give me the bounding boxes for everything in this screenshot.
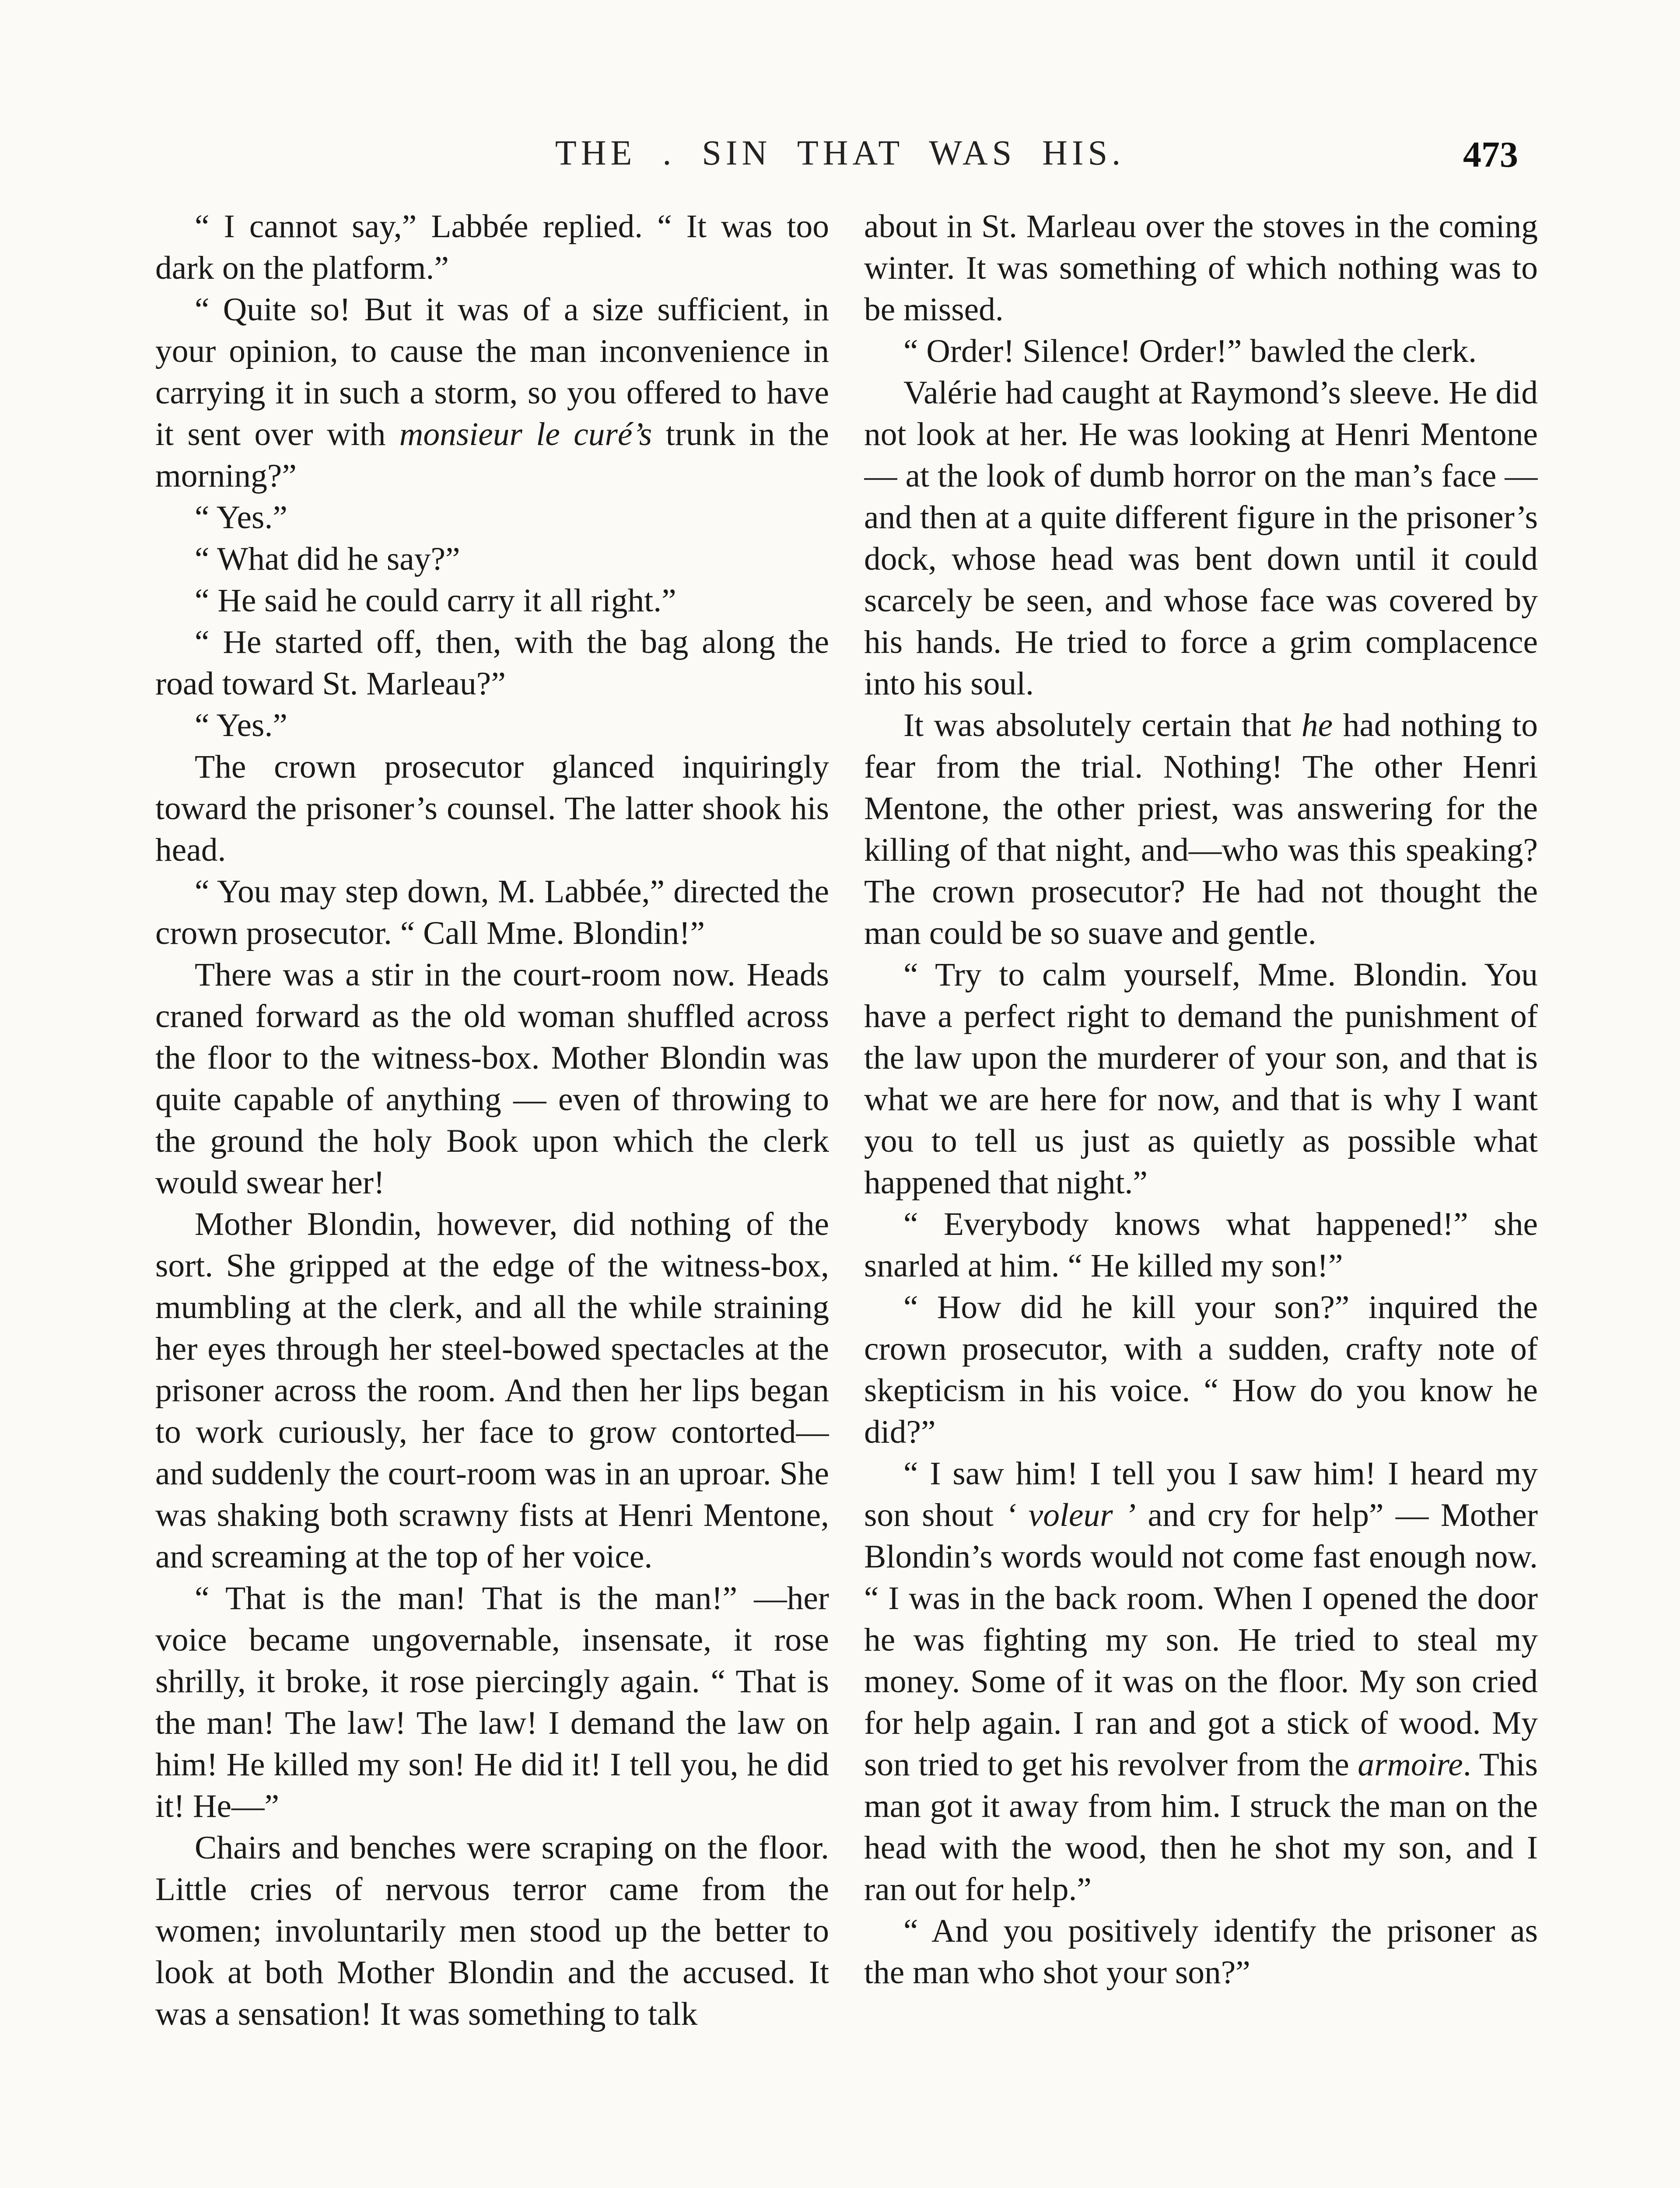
text-run: “ I cannot say,” Labbée replied. “ It was too dark on the platform.”	[155, 208, 829, 286]
paragraph	[864, 330, 1538, 372]
paragraph	[155, 580, 829, 621]
paragraph	[155, 1203, 829, 1578]
text-run: “ And you positively identify the prisoner as the man who shot your son?”	[864, 1913, 1538, 1991]
paragraph	[864, 1910, 1538, 1993]
text-run: “ Yes.”	[195, 499, 287, 536]
italic-text: he	[1301, 707, 1333, 743]
italic-text: monsieur le curé’s	[399, 416, 652, 452]
running-title: THE . SIN THAT WAS HIS.	[555, 134, 1125, 172]
text-run: trunk in the morning?”	[155, 416, 829, 494]
paragraph	[155, 621, 829, 705]
text-run: “ Everybody knows what happened!” she snarled at him. “ He killed my son!”	[864, 1206, 1538, 1284]
text-run: It was absolutely certain that	[903, 707, 1302, 743]
text-run: “ Order! Silence! Order!” bawled the clerk.	[903, 333, 1477, 369]
text-run: “ Yes.”	[195, 707, 287, 743]
text-run: Chairs and benches were scraping on the floor. Little cries of nervous terror came from the women; involuntarily men stood up the better to look at both Mother Blondin and the accused. It was a sensation! It was something to talk	[155, 1830, 829, 2032]
text-run: and cry for help” — Mother Blondin’s words would not come fast enough now. “ I was in the back room. When I opened the door he was fighting my son. He tried to steal my money. Some of it was on the floor. My son cried for help again. I ran and got a stick of wood. My son tried to get his revolver from the	[864, 1497, 1538, 1783]
text-run: “ What did he say?”	[195, 541, 460, 577]
paragraph	[155, 746, 829, 871]
text-run: “ That is the man! That is the man!” —her voice became ungovernable, insensate, it rose shrilly, it broke, it rose piercingly again. “ That is the man! The law! The law! I demand the law on him! He killed my son! He did it! I tell you, he did it! He—”	[155, 1580, 829, 1824]
text-run: “ I saw him! I tell you I saw him! I heard my son shout	[864, 1455, 1538, 1533]
paragraph	[155, 289, 829, 497]
paragraph	[864, 1287, 1538, 1453]
left-text-column	[155, 206, 829, 2188]
paragraph	[155, 1578, 829, 1827]
text-run: “ You may step down, M. Labbée,” directed the crown prosecutor. “ Call Mme. Blondin!”	[155, 873, 829, 951]
italic-text: armoire	[1358, 1746, 1463, 1783]
paragraph	[155, 1827, 829, 2035]
text-run: about in St. Marleau over the stoves in the coming winter. It was something of which nothing was to be missed.	[864, 208, 1538, 328]
text-run: Valérie had caught at Raymond’s sleeve. He did not look at her. He was looking at Henri Mentone — at the look of dumb horror on the man’s face — and then at a quite different figure in the prisoner’s dock, whose head was bent down until it could scarcely be seen, and whose face was covered by his hands. He tried to force a grim complacence into his soul.	[864, 375, 1538, 702]
paragraph	[864, 1203, 1538, 1287]
paragraph	[864, 705, 1538, 954]
page-number: 473	[1463, 134, 1518, 175]
text-run: “ He said he could carry it all right.”	[195, 582, 676, 619]
text-run: “ Quite so! But it was of a size sufficient, in your opinion, to cause the man inconvenience in carrying it in such a storm, so you offered to have it sent over with	[155, 291, 829, 452]
paragraph	[155, 206, 829, 289]
paragraph	[864, 206, 1538, 330]
text-run: “ Try to calm yourself, Mme. Blondin. You have a perfect right to demand the punishment of the law upon the murderer of your son, and that is what we are here for now, and that is why I want you to tell us just as quietly as possible what happened that night.”	[864, 957, 1538, 1201]
page-header	[0, 133, 1680, 190]
text-run: . This man got it away from him. I struck the man on the head with the wood, then he shot my son, and I ran out for help.”	[864, 1746, 1538, 1907]
paragraph	[155, 705, 829, 746]
text-run: The crown prosecutor glanced inquiringly toward the prisoner’s counsel. The latter shook his head.	[155, 749, 829, 868]
text-run: “ He started off, then, with the bag along the road toward St. Marleau?”	[155, 624, 829, 702]
text-run: Mother Blondin, however, did nothing of the sort. She gripped at the edge of the witness-box, mumbling at the clerk, and all the while straining her eyes through her steel-bowed spectacles at the prisoner across the room. And then her lips began to work curiously, her face to grow contorted—and suddenly the court-room was in an uproar. She was shaking both scrawny fists at Henri Mentone, and screaming at the top of her voice.	[155, 1206, 829, 1575]
italic-text: ‘ voleur ’	[1005, 1497, 1136, 1533]
paragraph	[155, 954, 829, 1203]
text-run: “ How did he kill your son?” inquired the crown prosecutor, with a sudden, crafty note of skepticism in his voice. “ How do you know he did?”	[864, 1289, 1538, 1450]
paragraph	[155, 497, 829, 538]
paragraph	[864, 372, 1538, 705]
paragraph	[864, 1453, 1538, 1910]
text-run: There was a stir in the court-room now. Heads craned forward as the old woman shuffled across the floor to the witness-box. Mother Blondin was quite capable of anything — even of throwing to the ground the holy Book upon which the clerk would swear her!	[155, 957, 829, 1201]
paragraph	[864, 954, 1538, 1203]
paragraph	[155, 871, 829, 954]
text-run: had nothing to fear from the trial. Nothing! The other Henri Mentone, the other priest, was answering for the killing of that night, and—who was this speaking? The crown prosecutor? He had not thought the man could be so suave and gentle.	[864, 707, 1538, 951]
right-text-column	[864, 206, 1538, 2188]
paragraph	[155, 538, 829, 580]
